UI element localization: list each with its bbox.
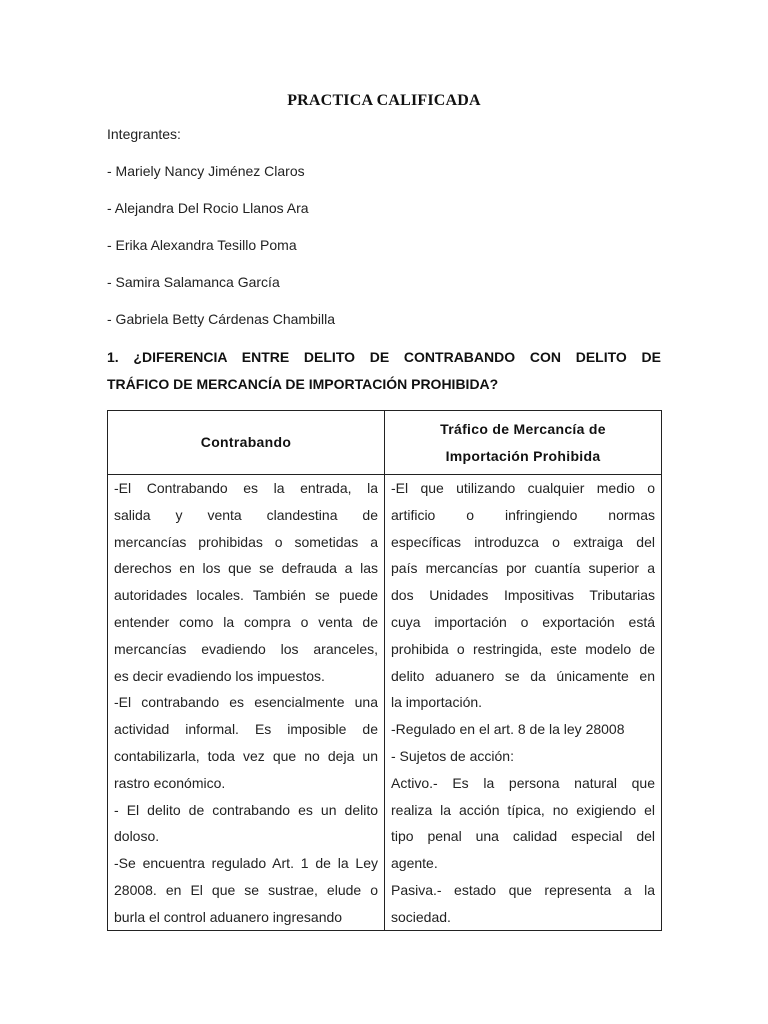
cell-line: doloso. xyxy=(114,828,160,845)
cell-text xyxy=(391,475,655,930)
cell-line: artificio o infringiendo normas xyxy=(391,506,655,523)
cell-line: rastro económico. xyxy=(114,774,226,791)
cell-line: Activo.- Es la persona natural que xyxy=(391,774,655,791)
cell-line: cuya importación o exportación está xyxy=(391,613,655,630)
cell-line: entender como la compra o venta de xyxy=(114,613,378,630)
members-label: Integrantes: xyxy=(107,126,181,142)
header-contrabando: Contrabando xyxy=(108,411,385,475)
question-heading xyxy=(107,344,661,398)
cell-line: Pasiva.- estado que representa a la xyxy=(391,881,655,898)
cell-line: salida y venta clandestina de xyxy=(114,506,378,523)
cell-contrabando xyxy=(108,475,385,931)
cell-line: realiza la acción típica, no exigiendo el xyxy=(391,801,655,818)
cell-line: autoridades locales. También se puede xyxy=(114,587,378,604)
table-row xyxy=(108,475,662,931)
cell-text xyxy=(114,475,378,930)
table-header-row xyxy=(108,411,662,475)
header-line: Importación Prohibida xyxy=(445,447,601,464)
member-item: - Erika Alexandra Tesillo Poma xyxy=(107,237,297,253)
cell-line: 28008. en El que se sustrae, elude o xyxy=(114,881,378,898)
cell-line: burla el control aduanero ingresando xyxy=(114,908,343,925)
cell-line: - Sujetos de acción: xyxy=(391,747,514,764)
cell-line: es decir evadiendo los impuestos. xyxy=(114,667,325,684)
cell-line: - El delito de contrabando es un delito xyxy=(114,801,378,818)
header-trafico xyxy=(385,411,662,475)
comparison-table xyxy=(107,410,662,931)
cell-line: derechos en los que se defrauda a las xyxy=(114,560,378,577)
members-block xyxy=(107,124,335,346)
cell-line: contabilizarla, toda vez que no deja un xyxy=(114,747,378,764)
cell-line: sociedad. xyxy=(391,908,451,925)
cell-line: dos Unidades Impositivas Tributarias xyxy=(391,587,655,604)
cell-line: específicas introduzca o extraiga del xyxy=(391,533,655,550)
cell-line: -El Contrabando es la entrada, la xyxy=(114,480,378,496)
cell-line: actividad informal. Es imposible de xyxy=(114,721,378,738)
cell-line: -El contrabando es esencialmente una xyxy=(114,694,378,711)
header-line: Tráfico de Mercancía de xyxy=(440,420,606,437)
member-item: - Alejandra Del Rocio Llanos Ara xyxy=(107,200,309,216)
page-title: PRACTICA CALIFICADA xyxy=(287,92,481,109)
cell-line: la importación. xyxy=(391,694,483,711)
cell-line: país mercancías por cuantía superior a xyxy=(391,560,655,577)
cell-trafico xyxy=(385,475,662,931)
cell-line: -Regulado en el art. 8 de la ley 28008 xyxy=(391,721,625,738)
cell-line: tipo penal una calidad especial del xyxy=(391,828,655,845)
cell-line: agente. xyxy=(391,855,438,872)
question-line: 1. ¿DIFERENCIA ENTRE DELITO DE CONTRABANDO CON DELITO DE xyxy=(107,349,661,365)
member-item: - Gabriela Betty Cárdenas Chambilla xyxy=(107,311,335,327)
member-item: - Samira Salamanca García xyxy=(107,274,280,290)
cell-line: mercancías prohibidas o sometidas a xyxy=(114,533,378,550)
member-item: - Mariely Nancy Jiménez Claros xyxy=(107,163,305,179)
cell-line: mercancías evadiendo los aranceles, xyxy=(114,640,378,657)
question-line: TRÁFICO DE MERCANCÍA DE IMPORTACIÓN PROHIBIDA? xyxy=(107,376,499,392)
cell-line: -Se encuentra regulado Art. 1 de la Ley xyxy=(114,855,378,872)
cell-line: delito aduanero se da únicamente en xyxy=(391,667,655,684)
cell-line: -El que utilizando cualquier medio o xyxy=(391,480,655,496)
cell-line: prohibida o restringida, este modelo de xyxy=(391,640,655,657)
